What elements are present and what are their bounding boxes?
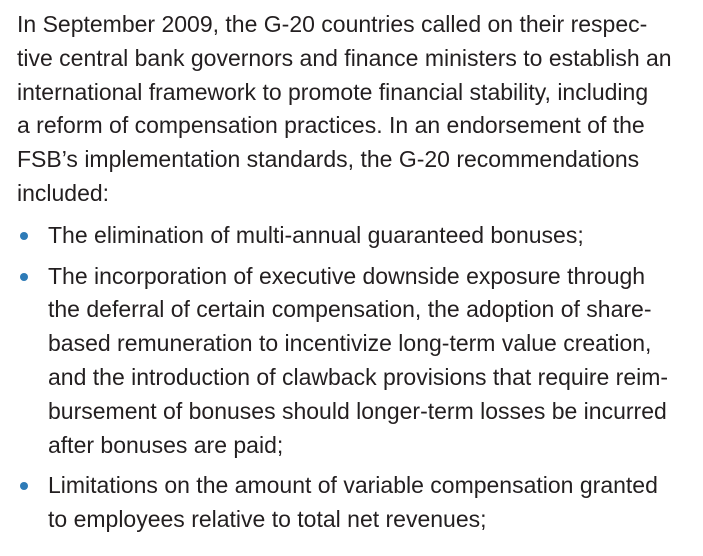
recommendations-list [17, 219, 697, 537]
paragraph-line: tive central bank governors and finance ministers to establish an [17, 44, 672, 71]
list-item-line: The incorporation of executive downside exposure through [48, 262, 646, 289]
paragraph-line: international framework to promote financial stability, including [17, 78, 649, 105]
paragraph-line: a reform of compensation practices. In an endorsement of the [17, 112, 645, 139]
bullet-dot-icon [20, 232, 28, 240]
list-item-line: Limitations on the amount of variable compensation granted [48, 472, 658, 499]
bullet-dot-icon [20, 273, 28, 281]
list-item [17, 219, 697, 253]
list-item-line: and the introduction of clawback provisions that require reim- [48, 363, 669, 390]
list-item-line: The elimination of multi-annual guaranteed bonuses; [48, 221, 584, 248]
list-item-line: to employees relative to total net revenues; [48, 506, 487, 533]
list-item-line: bursement of bonuses should longer-term losses be incurred [48, 397, 667, 424]
list-item-line: after bonuses are paid; [48, 431, 284, 458]
bullet-dot-icon [20, 482, 28, 490]
intro-paragraph [17, 8, 697, 211]
list-item [17, 469, 697, 537]
document-page [17, 8, 697, 537]
list-item-line: based remuneration to incentivize long-term value creation, [48, 330, 652, 357]
paragraph-line: included: [17, 179, 110, 206]
list-item [17, 260, 697, 463]
list-item-line: the deferral of certain compensation, the adoption of share- [48, 296, 652, 323]
paragraph-line: FSB’s implementation standards, the G-20 recommendations [17, 146, 640, 173]
paragraph-line: In September 2009, the G-20 countries called on their respec- [17, 11, 648, 37]
